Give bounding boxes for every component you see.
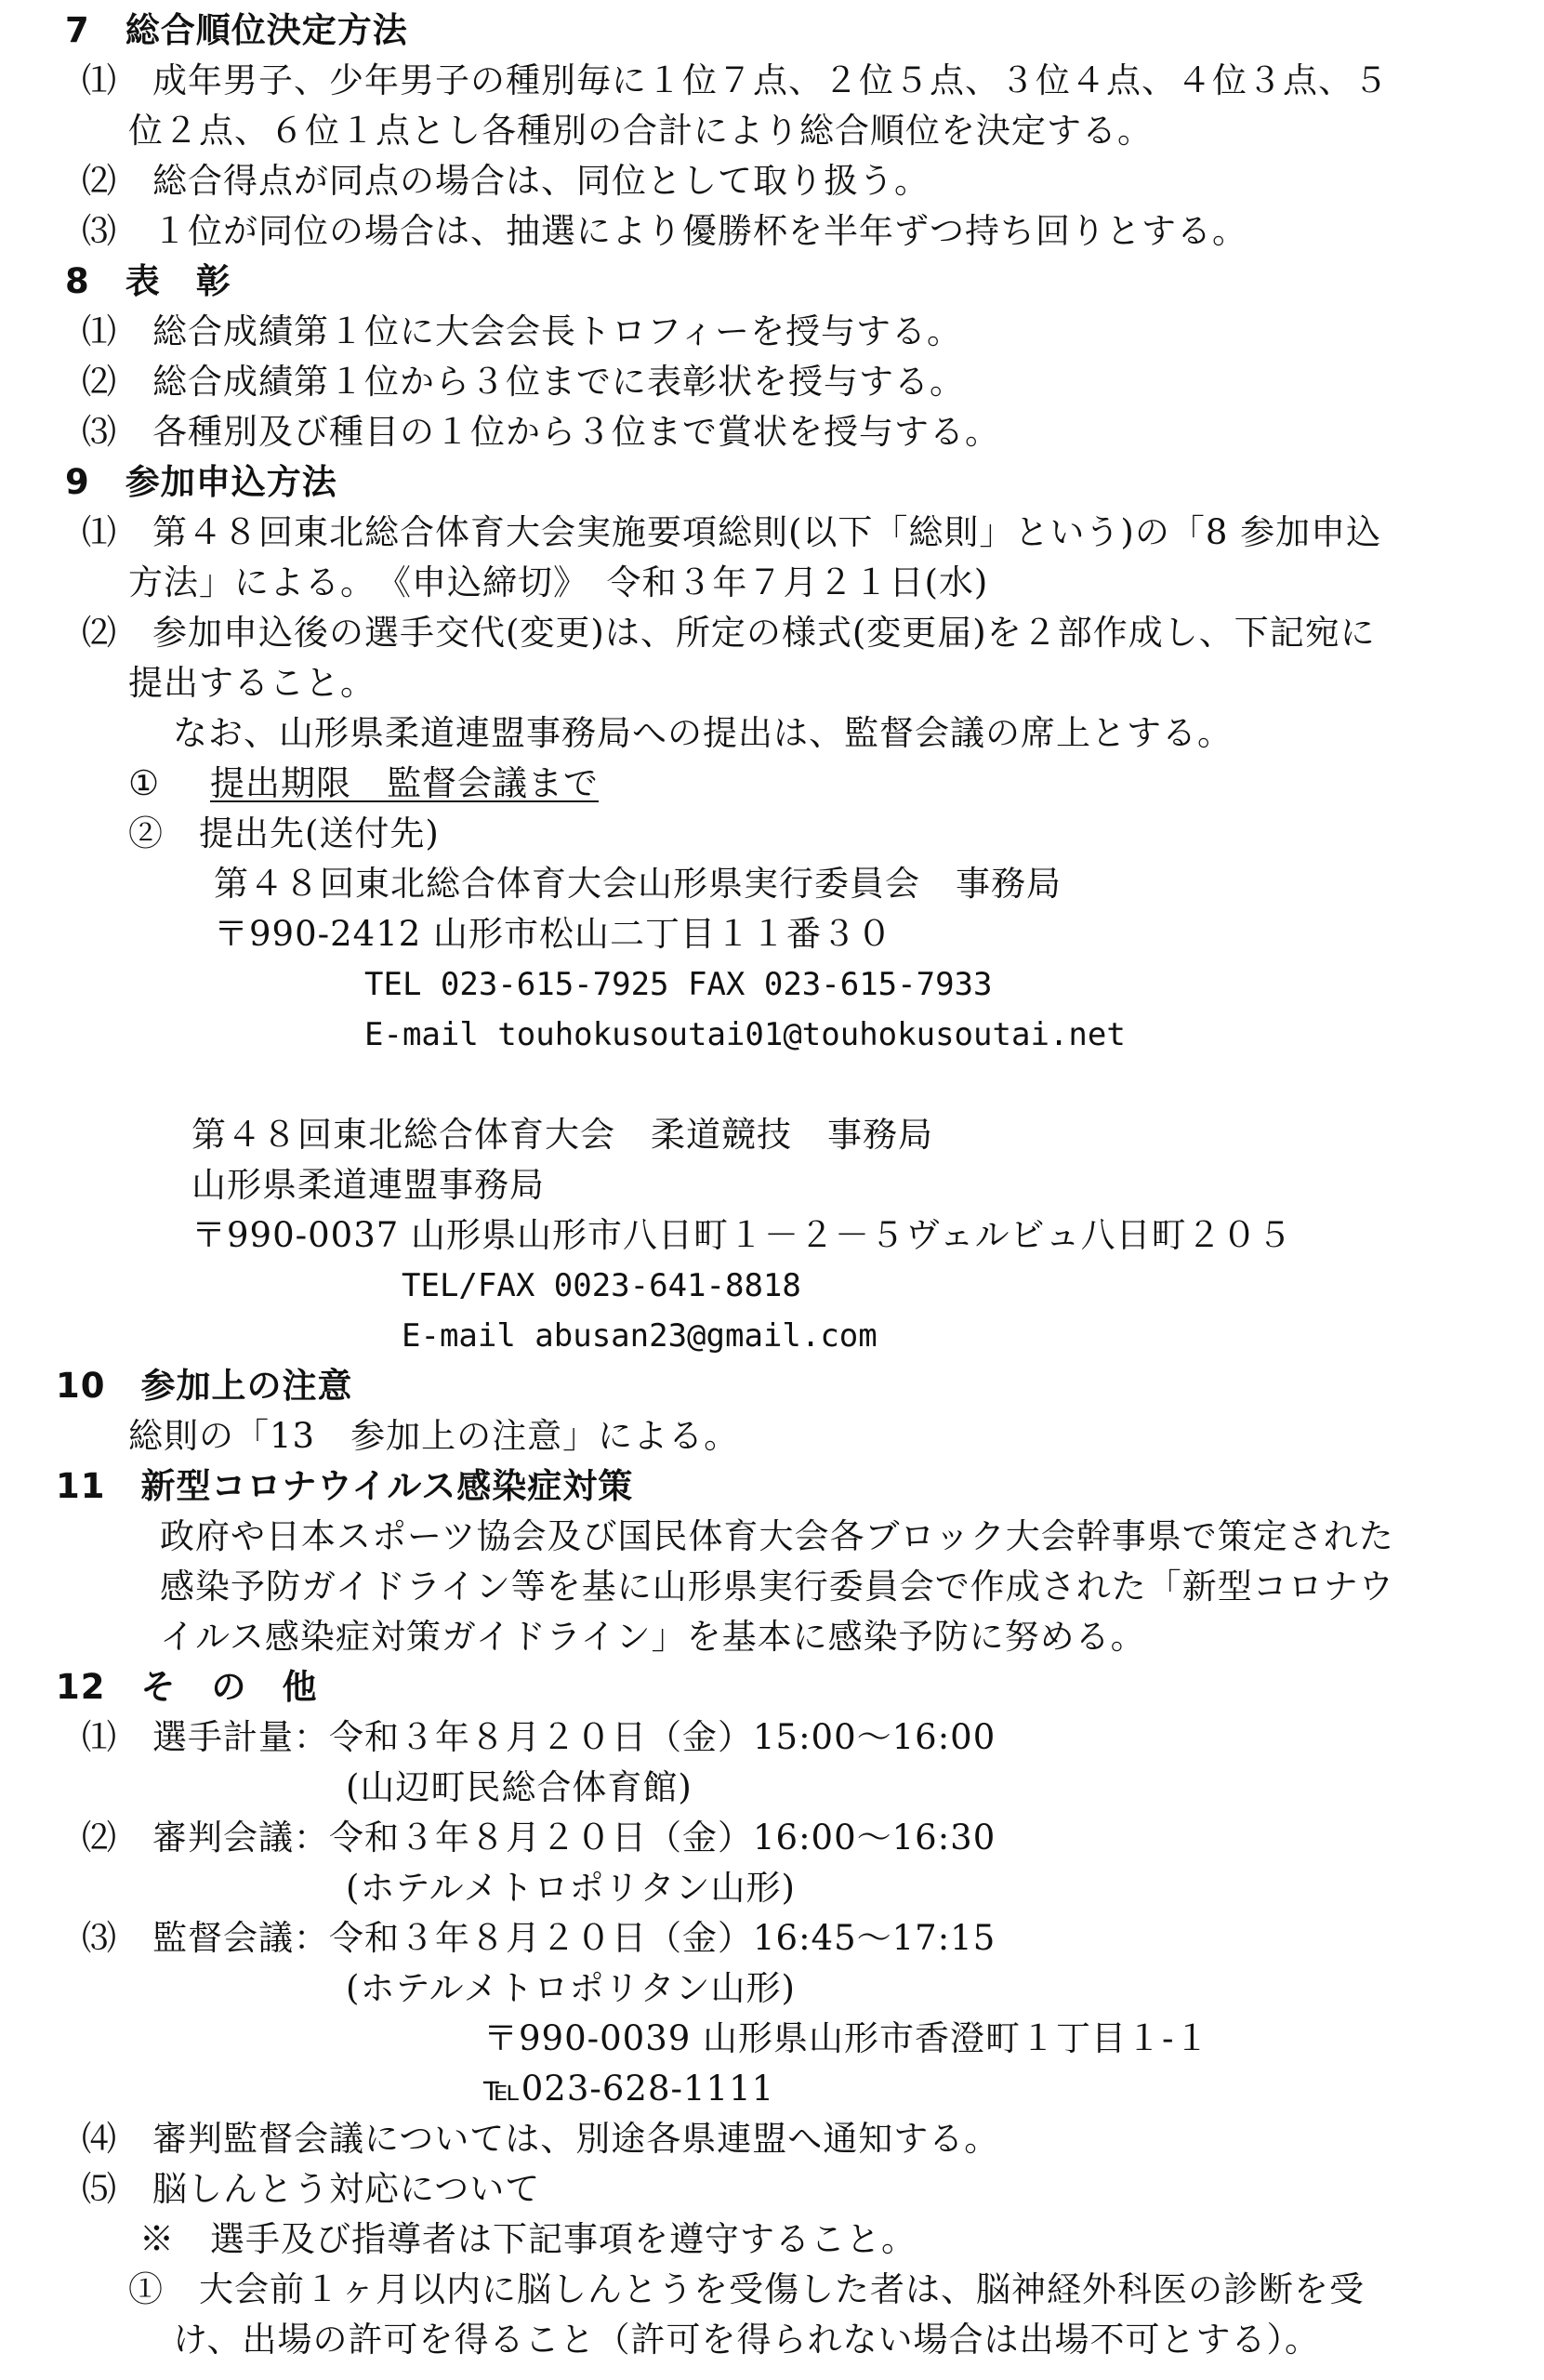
text-line: 感染予防ガイドライン等を基に山形県実行委員会で作成された「新型コロナウ [160, 1567, 1394, 1606]
text-line: (ホテルメトロポリタン山形) [346, 1868, 796, 1908]
text-line: (山辺町民総合体育館) [346, 1767, 693, 1807]
text-line: ⑵ 総合得点が同点の場合は、同位として取り扱う。 [82, 161, 930, 201]
text-line: 総則の「13 参加上の注意」による。 [128, 1416, 740, 1456]
text-line: 位２点、６位１点とし各種別の合計により総合順位を決定する。 [128, 111, 1153, 151]
text-line: 第４８回東北総合体育大会山形県実行委員会 事務局 [214, 864, 1062, 904]
text-line: ※ 選手及び指導者は下記事項を遵守すること。 [139, 2219, 917, 2259]
text-line: 12 そ の 他 [56, 1667, 318, 1707]
text-line: 方法」による。 《申込締切》 令和３年７月２１日(水) [128, 562, 989, 602]
text-line: なお、山形県柔道連盟事務局への提出は、監督会議の席上とする。 [173, 713, 1233, 753]
text-line: 第４８回東北総合体育大会 柔道競技 事務局 [191, 1115, 933, 1155]
text-line: ① [128, 763, 196, 803]
text-line: ⑶ 各種別及び種目の１位から３位まで賞状を授与する。 [82, 412, 1000, 452]
text-line: ⑴ 総合成績第１位に大会会長トロフィーを授与する。 [82, 311, 963, 351]
text-line: ① 大会前１ヶ月以内に脳しんとうを受傷した者は、脳神経外科医の診断を受 [128, 2269, 1365, 2309]
text-line: TEL/FAX 0023-641-8818 [402, 1267, 801, 1304]
text-line: ⑴ 選手計量：令和３年８月２０日（金）15:00～16:00 [82, 1717, 996, 1757]
text-line: 〒990-0039 山形県山形市香澄町１丁目１-１ [483, 2018, 1210, 2058]
text-line: ⑶ １位が同位の場合は、抽選により優勝杯を半年ずつ持ち回りとする。 [82, 211, 1247, 251]
text-line: ⑵ 総合成績第１位から３位までに表彰状を授与する。 [82, 362, 965, 402]
text-line: 11 新型コロナウイルス感染症対策 [56, 1466, 634, 1506]
text-line: TEL 023-615-7925 FAX 023-615-7933 [364, 966, 993, 1003]
text-line: 8 表 彰 [65, 261, 231, 301]
text-line: ⑷ 審判監督会議については、別途各県連盟へ通知する。 [82, 2119, 1000, 2159]
text-line: ⑴ 第４８回東北総合体育大会実施要項総則(以下「総則」という)の「8 参加申込 [82, 512, 1382, 552]
text-line: 提出すること。 [128, 663, 376, 703]
text-line: 政府や日本スポーツ協会及び国民体育大会各ブロック大会幹事県で策定された [160, 1516, 1394, 1556]
text-line: 10 参加上の注意 [56, 1366, 353, 1406]
text-line: 7 総合順位決定方法 [65, 10, 408, 50]
text-line: ⑵ 参加申込後の選手交代(変更)は、所定の様式(変更届)を２部作成し、下記宛に [82, 613, 1376, 653]
text-line: 提出期限 監督会議まで [210, 763, 599, 803]
text-line: E-mail touhokusoutai01@touhokusoutai.net [364, 1016, 1126, 1053]
text-line: ⑶ 監督会議：令和３年８月２０日（金）16:45～17:15 [82, 1918, 996, 1958]
text-line: 〒990-2412 山形市松山二丁目１１番３０ [214, 914, 893, 954]
text-line: 山形県柔道連盟事務局 [191, 1165, 545, 1205]
text-line: E-mail abusan23@gmail.com [402, 1317, 878, 1355]
text-line: ⑵ 審判会議：令和３年８月２０日（金）16:00～16:30 [82, 1818, 996, 1858]
text-line: (ホテルメトロポリタン山形) [346, 1968, 796, 2008]
text-line: 〒990-0037 山形県山形市八日町１－２－５ヴェルビュ八日町２０５ [191, 1215, 1293, 1255]
text-line: ② 提出先(送付先) [128, 813, 440, 853]
text-line: ⑸ 脳しんとう対応について [82, 2169, 541, 2209]
text-line: 9 参加申込方法 [65, 462, 337, 502]
text-line: ⑴ 成年男子、少年男子の種別毎に１位７点、２位５点、３位４点、４位３点、５ [82, 60, 1389, 100]
text-line: イルス感染症対策ガイドライン」を基本に感染予防に努める。 [160, 1617, 1146, 1657]
text-line: ℡023-628-1111 [483, 2069, 775, 2109]
text-line: け、出場の許可を得ること（許可を得られない場合は出場不可とする）。 [173, 2320, 1321, 2360]
